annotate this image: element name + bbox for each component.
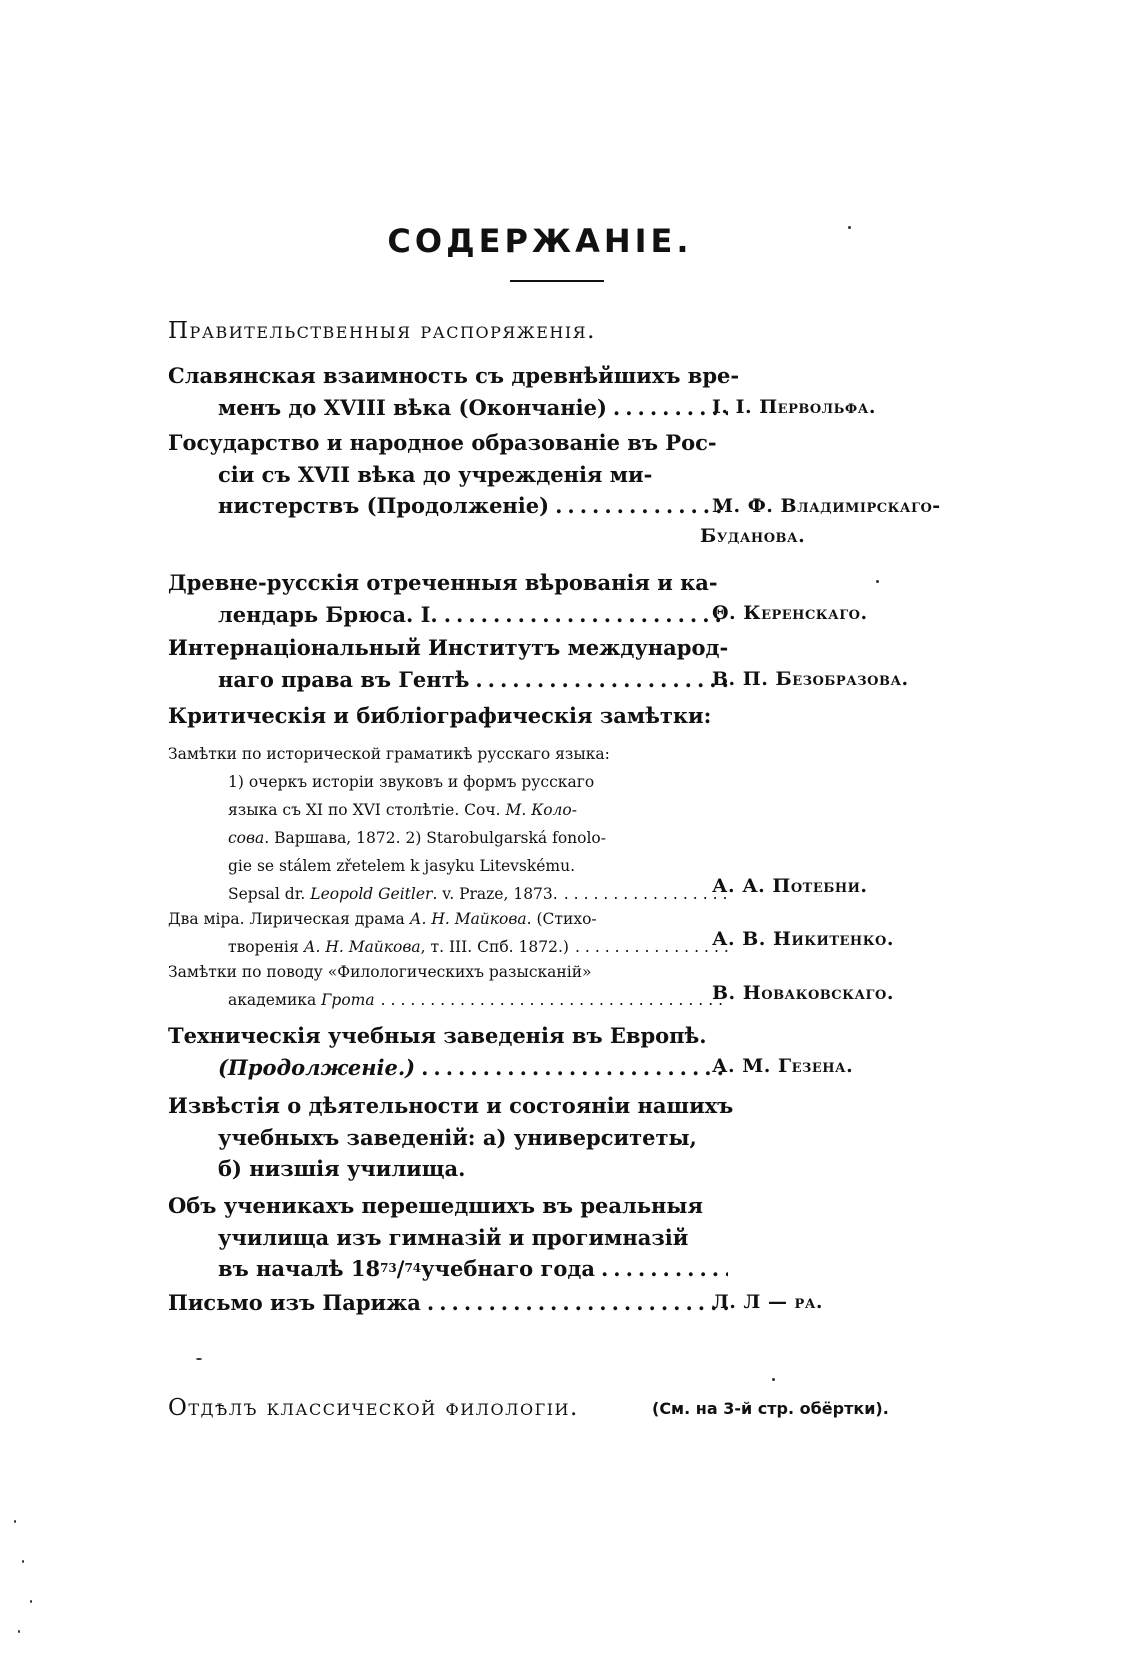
entry-author: Θ. Керенскаго. <box>712 602 868 624</box>
toc-entry <box>168 1020 728 1083</box>
entry-author: І. І. Первольфа. <box>712 396 876 418</box>
leader-dots <box>549 490 728 522</box>
entry-author: М. Ф. Владимірскаго- <box>712 495 941 517</box>
leader-dots <box>607 392 728 424</box>
entry-author: В. П. Безобразова. <box>712 668 909 690</box>
toc-entry <box>168 1090 734 1185</box>
entry-line: наго права въ Гентѣ ..... <box>168 664 728 696</box>
entry-line: Древне-русскія отреченныя вѣрованія и ка- <box>168 570 718 595</box>
leader-dots <box>469 664 728 696</box>
entry-line: сіи съ XVII вѣка до учрежденія ми- <box>218 461 653 487</box>
scan-speck <box>30 1600 32 1603</box>
entry-author: А. В. Никитенко. <box>712 928 894 950</box>
toc-entry <box>168 700 728 732</box>
title-rule <box>510 280 604 282</box>
footer-note: (См. на 3-й стр. обёртки). <box>652 1399 889 1418</box>
scan-speck <box>22 1560 24 1563</box>
entry-line: Замѣтки по исторической граматикѣ русскаго языка: <box>168 745 610 763</box>
toc-entry <box>168 632 728 695</box>
entry-line: Sepsal dr. Leopold Geitler . v. Praze, 1873. ..... <box>168 880 728 908</box>
toc-entry <box>168 1287 728 1319</box>
entry-line: училища изъ гимназій и прогимназій <box>218 1224 689 1250</box>
entry-author: А. М. Гезена. <box>712 1055 854 1077</box>
entry-author: Буданова. <box>700 525 806 547</box>
subentry <box>168 740 728 908</box>
entry-line: языка съ XI по XVI столѣтіе. Соч. М. Коло- <box>228 801 577 819</box>
entry-line: Два міра. Лирическая драма А. Н. Майкова. (Стихо- <box>168 910 597 928</box>
toc-entry <box>168 360 740 423</box>
scan-speck <box>18 1630 20 1633</box>
toc-entry <box>168 1190 728 1285</box>
entry-line: нистерствъ (Продолженіе) ..... <box>168 490 728 522</box>
scan-speck <box>196 1358 202 1360</box>
leader-dots <box>569 933 728 961</box>
entry-line: учебныхъ заведеній: а) университеты, <box>218 1124 697 1150</box>
entry-line: въ началѣ 18 73 / 74 учебнаго года ..... <box>168 1253 728 1285</box>
entry-line: менъ до XVIII вѣка (Окончаніе) ..... <box>168 392 728 424</box>
entry-line: Государство и народное образованіе въ Рос- <box>168 430 717 455</box>
leader-dots <box>438 599 728 631</box>
entry-line: (Продолженіе.) ..... <box>168 1052 728 1084</box>
subentry <box>168 905 728 961</box>
entry-author: В. Новаковскаго. <box>712 982 894 1004</box>
entry-line: gie se stálem zřetelem k jasyku Litevskému. <box>228 857 576 875</box>
leader-dots <box>415 1052 728 1084</box>
leader-dots <box>595 1253 728 1285</box>
entry-line: академика Грота ..... <box>168 986 728 1014</box>
entry-line: Славянская взаимность съ древнѣйшихъ вре- <box>168 363 740 388</box>
entry-author: Л. Л — ра. <box>712 1291 824 1313</box>
scan-speck <box>772 1378 775 1381</box>
entry-line: Замѣтки по поводу «Филологическихъ разысканій» <box>168 963 592 981</box>
entry-author: А. А. Потебни. <box>712 875 868 897</box>
entry-line: сова. Варшава, 1872. 2) Starobulgarská fonolo- <box>228 829 606 847</box>
scan-speck <box>876 580 879 583</box>
footer-section: Отдѣлъ классической филологіи. <box>168 1395 579 1421</box>
entry-line: 1) очеркъ исторіи звуковъ и формъ русскаго <box>228 773 595 791</box>
leader-dots <box>421 1287 728 1319</box>
section-heading: Правительственныя распоряженія. <box>168 318 596 344</box>
entry-line: Извѣстія о дѣятельности и состояніи нашихъ <box>168 1093 734 1118</box>
scan-speck <box>848 226 851 229</box>
leader-dots <box>558 880 728 908</box>
leader-dots <box>375 986 728 1014</box>
entry-line: Письмо изъ Парижа ..... <box>168 1287 728 1319</box>
page-title: СОДЕРЖАНІЕ. <box>387 222 693 260</box>
entry-heading: Критическія и библіографическія замѣтки: <box>168 703 712 728</box>
entry-line: Интернаціональный Институтъ международ- <box>168 635 729 660</box>
subentry <box>168 958 728 1014</box>
entry-line: лендарь Брюса. І. ..... <box>168 599 728 631</box>
entry-line: б) низшія училища. <box>218 1156 466 1181</box>
scan-speck <box>14 1520 16 1523</box>
toc-entry <box>168 567 728 630</box>
entry-line: Объ ученикахъ перешедшихъ въ реальныя <box>168 1193 703 1218</box>
entry-line: Техническія учебныя заведенія въ Европѣ. <box>168 1023 707 1048</box>
toc-entry <box>168 427 728 522</box>
entry-line: творенія А. Н. Майкова , т. III. Спб. 1872.) ..... <box>168 933 728 961</box>
